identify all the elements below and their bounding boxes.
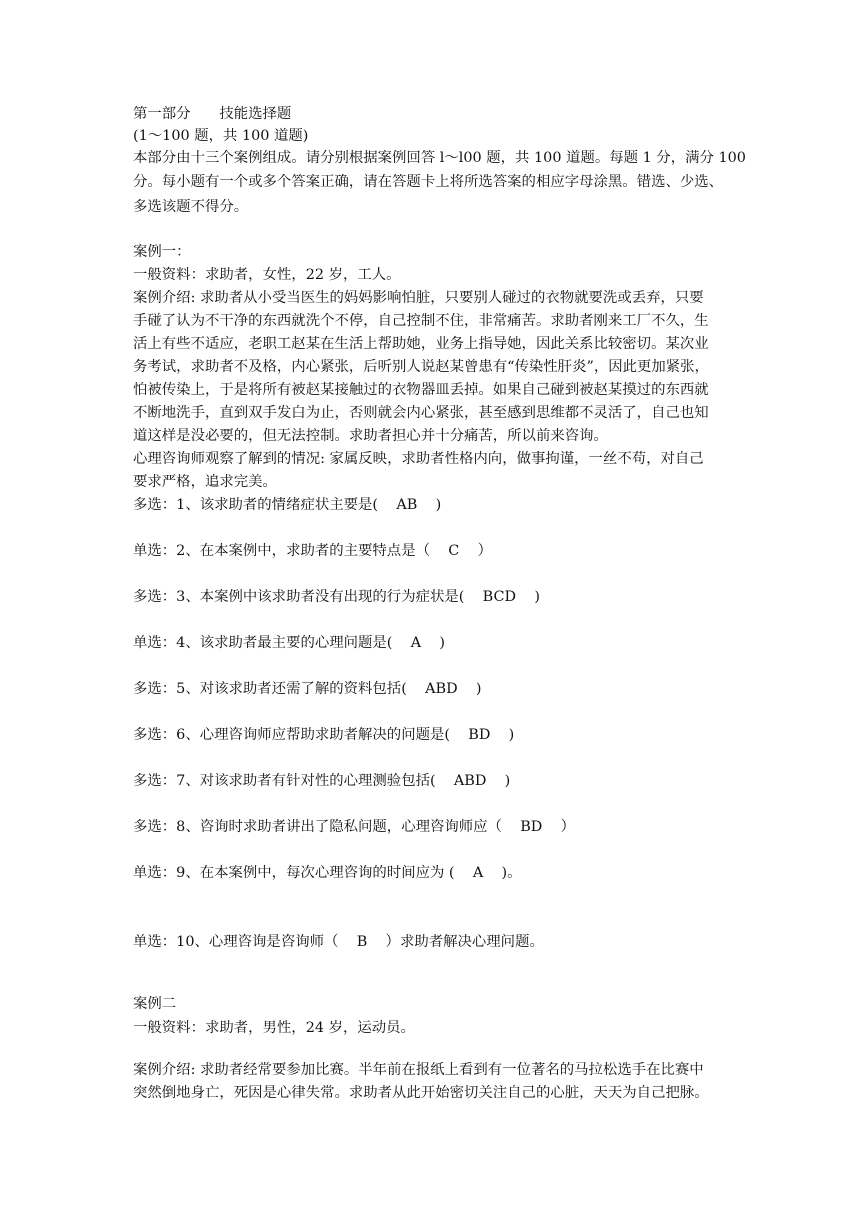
- case-intro-line: 道这样是没必要的，但无法控制。求助者担心并十分痛苦，所以前来咨询。: [133, 428, 608, 444]
- case-title: 案例二: [133, 996, 177, 1012]
- case-intro-line: 突然倒地身亡，死因是心律失常。求助者从此开始密切关注自己的心脏，天天为自己把脉。: [133, 1085, 709, 1101]
- question-text: 单选：9、在本案例中，每次心理咨询的时间应为 ( A )。: [133, 865, 522, 881]
- option-row: [133, 885, 773, 907]
- section-title: 第一部分 技能选择题: [133, 106, 292, 122]
- section-intro-line: 多选该题不得分。: [133, 199, 249, 215]
- option-row: [133, 701, 773, 723]
- case-intro-line: 务考试，求助者不及格，内心紧张，后听别人说赵某曾患有“传染性肝炎”，因此更加紧张，: [133, 359, 709, 375]
- option-row: [133, 747, 773, 769]
- case-info: 一般资料：求助者，男性，24 岁，运动员。: [133, 1020, 415, 1036]
- section-range: (1～100 题，共 100 道题): [133, 128, 309, 144]
- case-intro-line: 活上有些不适应，老职工赵某在生活上帮助她，业务上指导她，因此关系比较密切。某次业: [133, 336, 709, 352]
- case-intro-line: 怕被传染上，于是将所有被赵某接触过的衣物器皿丢掉。如果自己碰到被赵某摸过的东西就: [133, 382, 709, 398]
- question-text: 多选：6、心理咨询师应帮助求助者解决的问题是( BD ): [133, 727, 515, 743]
- question-text: 多选：3、本案例中该求助者没有出现的行为症状是( BCD ): [133, 589, 540, 605]
- case-observe-line: 要求严格，追求完美。: [133, 474, 277, 490]
- case-intro-line: 手碰了认为不干净的东西就洗个不停，自己控制不住，非常痛苦。求助者刚来工厂不久，生: [133, 313, 709, 329]
- option-row: [133, 908, 773, 930]
- case-intro-line: 不断地洗手，直到双手发白为止，否则就会内心紧张，甚至感到思维都不灵活了，自己也知: [133, 405, 709, 421]
- case-observe-line: 心理咨询师观察了解到的情况: 家属反映，求助者性格内向，做事拘谨，一丝不苟，对自己: [133, 451, 704, 467]
- question-text: 多选：1、该求助者的情绪症状主要是( AB ): [133, 497, 442, 513]
- option-row: [133, 954, 773, 976]
- section-intro-line: 本部分由十三个案例组成。请分别根据案例回答 l～l00 题，共 100 道题。每题 1 分，满分 100: [133, 150, 746, 166]
- case-info: 一般资料：求助者，女性，22 岁，工人。: [133, 267, 401, 283]
- option-row: [133, 793, 773, 815]
- case-intro-line: 案例介绍: 求助者从小受当医生的妈妈影响怕脏，只要别人碰过的衣物就要洗或丢弃，只要: [133, 290, 704, 306]
- case-title: 案例一：: [133, 244, 191, 260]
- option-row: [133, 655, 773, 677]
- option-row: [133, 563, 773, 585]
- question-text: 多选：8、咨询时求助者讲出了隐私问题，心理咨询师应（ BD ）: [133, 819, 576, 835]
- option-row: [133, 609, 773, 631]
- option-row: [133, 517, 773, 539]
- section-intro-line: 分。每小题有一个或多个答案正确，请在答题卡上将所选答案的相应字母涂黑。错选、少选、: [133, 174, 724, 190]
- question-text: 多选：7、对该求助者有针对性的心理测验包括( ABD ): [133, 773, 511, 789]
- case-intro-line: 案例介绍: 求助者经常要参加比赛。半年前在报纸上看到有一位著名的马拉松选手在比赛中: [133, 1062, 704, 1078]
- option-row: [133, 839, 773, 861]
- question-text: 单选：4、该求助者最主要的心理问题是( A ): [133, 635, 446, 651]
- question-text: 多选：5、对该求助者还需了解的资料包括( ABD ): [133, 681, 482, 697]
- question-text: 单选：10、心理咨询是咨询师（ B ）求助者解决心理问题。: [133, 934, 544, 950]
- question-text: 单选：2、在本案例中，求助者的主要特点是（ C ）: [133, 543, 492, 559]
